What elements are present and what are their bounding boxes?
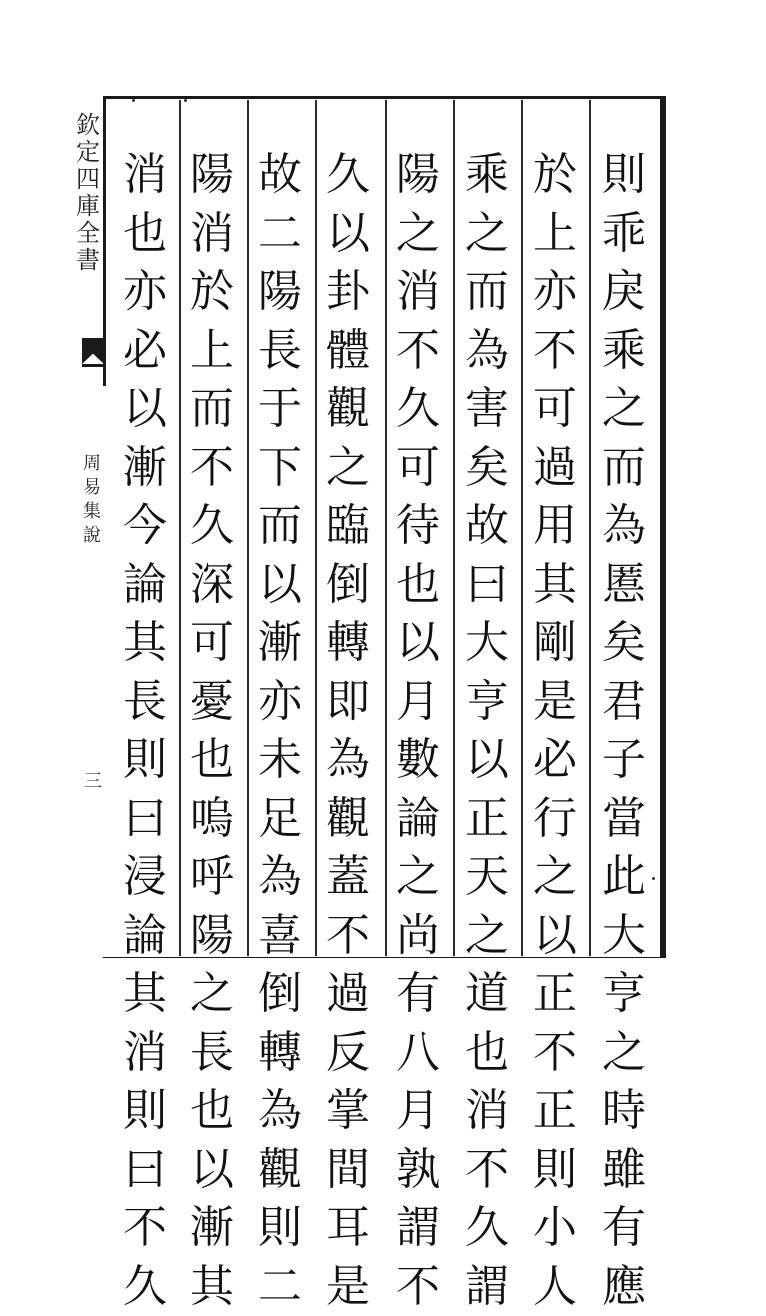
text-char: 以 — [320, 205, 376, 264]
text-char: 之 — [459, 205, 515, 264]
ink-speck — [652, 877, 655, 880]
column-rule — [179, 100, 181, 956]
text-char: 之 — [390, 205, 446, 264]
text-char: 觀 — [252, 1141, 308, 1200]
text-char: 以 — [390, 614, 446, 673]
text-char: 正 — [527, 1082, 583, 1141]
text-char: 上 — [527, 205, 583, 264]
fish-tail-mark — [82, 338, 104, 364]
text-char: 則 — [117, 731, 173, 790]
text-char: 故 — [252, 146, 308, 205]
text-char: 倒 — [252, 965, 308, 1024]
text-char: 則 — [117, 1082, 173, 1141]
fish-tail-line — [82, 364, 104, 367]
text-char: 卦 — [320, 263, 376, 322]
text-char: 漸 — [184, 1199, 240, 1258]
text-char: 謂 — [459, 1258, 515, 1316]
text-char: 也 — [184, 731, 240, 790]
text-char: 當 — [596, 790, 652, 849]
margin-subtitle-char: 易 — [80, 476, 104, 500]
text-char: 觀 — [320, 380, 376, 439]
text-char: 則 — [527, 1141, 583, 1200]
text-char: 於 — [527, 146, 583, 205]
text-char: 為 — [320, 731, 376, 790]
text-char: 是 — [527, 673, 583, 732]
text-char: 八 — [390, 1024, 446, 1083]
text-char: 不 — [527, 322, 583, 381]
text-char: 消 — [390, 263, 446, 322]
text-char: 之 — [184, 965, 240, 1024]
text-column — [320, 146, 376, 936]
column-rule — [589, 100, 591, 956]
text-char: 曰 — [117, 1141, 173, 1200]
text-char: 體 — [320, 322, 376, 381]
text-column — [459, 146, 515, 936]
text-char: 未 — [252, 731, 308, 790]
column-rule — [453, 100, 455, 956]
text-char: 轉 — [320, 614, 376, 673]
text-char: 則 — [252, 1199, 308, 1258]
text-char: 也 — [459, 1024, 515, 1083]
text-char: 久 — [117, 1258, 173, 1316]
text-char: 數 — [390, 731, 446, 790]
text-char: 可 — [184, 614, 240, 673]
text-column — [184, 146, 240, 936]
text-char: 觀 — [320, 790, 376, 849]
column-rule — [385, 100, 387, 956]
margin-subtitle-char: 周 — [80, 452, 104, 476]
text-char: 不 — [390, 1258, 446, 1316]
text-char: 曰 — [459, 556, 515, 615]
text-char: 不 — [117, 1199, 173, 1258]
text-char: 君 — [596, 673, 652, 732]
text-char: 以 — [459, 731, 515, 790]
text-char: 曰 — [117, 790, 173, 849]
text-char: 應 — [596, 1258, 652, 1316]
text-char: 尚 — [390, 907, 446, 966]
text-char: 慝 — [596, 556, 652, 615]
text-char: 子 — [596, 731, 652, 790]
text-char: 亦 — [252, 673, 308, 732]
text-char: 消 — [459, 1082, 515, 1141]
column-rule — [521, 100, 523, 956]
text-char: 深 — [184, 556, 240, 615]
text-char: 為 — [252, 1082, 308, 1141]
text-char: 矣 — [459, 439, 515, 498]
text-char: 月 — [390, 673, 446, 732]
text-char: 而 — [596, 439, 652, 498]
text-char: 消 — [117, 146, 173, 205]
text-column — [117, 146, 173, 936]
text-char: 而 — [184, 380, 240, 439]
text-char: 不 — [459, 1141, 515, 1200]
text-char: 謂 — [390, 1199, 446, 1258]
text-char: 論 — [117, 907, 173, 966]
text-char: 之 — [596, 380, 652, 439]
text-char: 于 — [252, 380, 308, 439]
text-char: 蓋 — [320, 848, 376, 907]
margin-title — [72, 112, 104, 274]
margin-title-char: 庫 — [72, 193, 104, 220]
text-char: 而 — [252, 497, 308, 556]
margin-title-char: 欽 — [72, 112, 104, 139]
text-char: 雖 — [596, 1141, 652, 1200]
text-char: 陽 — [184, 146, 240, 205]
text-char: 乘 — [596, 322, 652, 381]
text-char: 長 — [252, 322, 308, 381]
text-char: 過 — [527, 439, 583, 498]
text-char: 掌 — [320, 1082, 376, 1141]
text-char: 反 — [320, 1024, 376, 1083]
text-char: 有 — [596, 1199, 652, 1258]
text-char: 正 — [527, 965, 583, 1024]
text-char: 道 — [459, 965, 515, 1024]
text-char: 之 — [527, 848, 583, 907]
text-char: 喜 — [252, 907, 308, 966]
text-char: 論 — [117, 556, 173, 615]
text-char: 用 — [527, 497, 583, 556]
text-char: 則 — [596, 146, 652, 205]
text-char: 亦 — [117, 263, 173, 322]
text-char: 以 — [252, 556, 308, 615]
text-char: 乖 — [596, 205, 652, 264]
text-char: 可 — [527, 380, 583, 439]
text-char: 亦 — [527, 263, 583, 322]
text-column — [596, 146, 652, 936]
margin-subtitle-char: 說 — [80, 524, 104, 548]
text-char: 之 — [390, 848, 446, 907]
column-rule — [247, 100, 249, 956]
text-char: 陽 — [390, 146, 446, 205]
text-char: 久 — [390, 380, 446, 439]
text-char: 浸 — [117, 848, 173, 907]
text-char: 其 — [117, 965, 173, 1024]
text-char: 消 — [117, 1024, 173, 1083]
margin-title-char: 四 — [72, 166, 104, 193]
text-char: 乘 — [459, 146, 515, 205]
text-char: 孰 — [390, 1141, 446, 1200]
text-char: 二 — [252, 1258, 308, 1316]
text-char: 長 — [117, 673, 173, 732]
text-char: 正 — [459, 790, 515, 849]
text-char: 故 — [459, 497, 515, 556]
text-char: 過 — [320, 965, 376, 1024]
text-char: 不 — [184, 439, 240, 498]
text-char: 不 — [320, 907, 376, 966]
text-char: 以 — [527, 907, 583, 966]
text-char: 人 — [527, 1258, 583, 1316]
text-char: 其 — [184, 1258, 240, 1316]
text-char: 之 — [459, 907, 515, 966]
text-char: 也 — [184, 1082, 240, 1141]
text-char: 待 — [390, 497, 446, 556]
text-char: 為 — [596, 497, 652, 556]
margin-title-char: 全 — [72, 220, 104, 247]
text-char: 大 — [596, 907, 652, 966]
column-rule — [315, 100, 317, 956]
text-char: 久 — [459, 1199, 515, 1258]
text-char: 此 — [596, 848, 652, 907]
margin-subtitle — [80, 452, 104, 548]
text-char: 陽 — [252, 263, 308, 322]
text-char: 害 — [459, 380, 515, 439]
text-char: 亨 — [596, 965, 652, 1024]
text-char: 耳 — [320, 1199, 376, 1258]
text-char: 倒 — [320, 556, 376, 615]
text-char: 小 — [527, 1199, 583, 1258]
text-char: 是 — [320, 1258, 376, 1316]
text-column — [252, 146, 308, 936]
text-char: 戾 — [596, 263, 652, 322]
text-char: 大 — [459, 614, 515, 673]
text-char: 也 — [117, 205, 173, 264]
text-char: 足 — [252, 790, 308, 849]
text-char: 必 — [117, 322, 173, 381]
text-char: 嗚 — [184, 790, 240, 849]
text-char: 二 — [252, 205, 308, 264]
text-char: 為 — [252, 848, 308, 907]
text-char: 即 — [320, 673, 376, 732]
text-char: 為 — [459, 322, 515, 381]
text-char: 呼 — [184, 848, 240, 907]
text-char: 臨 — [320, 497, 376, 556]
text-char: 而 — [459, 263, 515, 322]
margin-title-char: 書 — [72, 247, 104, 274]
text-char: 不 — [390, 322, 446, 381]
text-char: 其 — [527, 556, 583, 615]
text-char: 其 — [117, 614, 173, 673]
text-char: 時 — [596, 1082, 652, 1141]
text-char: 上 — [184, 322, 240, 381]
text-char: 論 — [390, 790, 446, 849]
text-char: 久 — [184, 497, 240, 556]
text-char: 之 — [320, 439, 376, 498]
text-column — [527, 146, 583, 936]
text-char: 陽 — [184, 907, 240, 966]
text-char: 有 — [390, 965, 446, 1024]
text-char: 轉 — [252, 1024, 308, 1083]
text-char: 漸 — [117, 439, 173, 498]
text-char: 消 — [184, 205, 240, 264]
text-char: 久 — [320, 146, 376, 205]
text-char: 間 — [320, 1141, 376, 1200]
text-char: 矣 — [596, 614, 652, 673]
text-char: 以 — [184, 1141, 240, 1200]
text-column — [390, 146, 446, 936]
text-char: 亨 — [459, 673, 515, 732]
text-char: 月 — [390, 1082, 446, 1141]
ink-speck — [132, 99, 135, 102]
text-char: 於 — [184, 263, 240, 322]
text-char: 下 — [252, 439, 308, 498]
ink-speck — [184, 99, 187, 102]
text-char: 可 — [390, 439, 446, 498]
text-char: 行 — [527, 790, 583, 849]
margin-page-number: 三 — [82, 770, 104, 794]
text-char: 剛 — [527, 614, 583, 673]
text-char: 長 — [184, 1024, 240, 1083]
text-char: 漸 — [252, 614, 308, 673]
text-char: 天 — [459, 848, 515, 907]
text-char: 以 — [117, 380, 173, 439]
margin-subtitle-char: 集 — [80, 500, 104, 524]
text-char: 也 — [390, 556, 446, 615]
text-char: 憂 — [184, 673, 240, 732]
text-char: 今 — [117, 497, 173, 556]
margin-title-char: 定 — [72, 139, 104, 166]
text-char: 不 — [527, 1024, 583, 1083]
text-char: 之 — [596, 1024, 652, 1083]
text-char: 必 — [527, 731, 583, 790]
